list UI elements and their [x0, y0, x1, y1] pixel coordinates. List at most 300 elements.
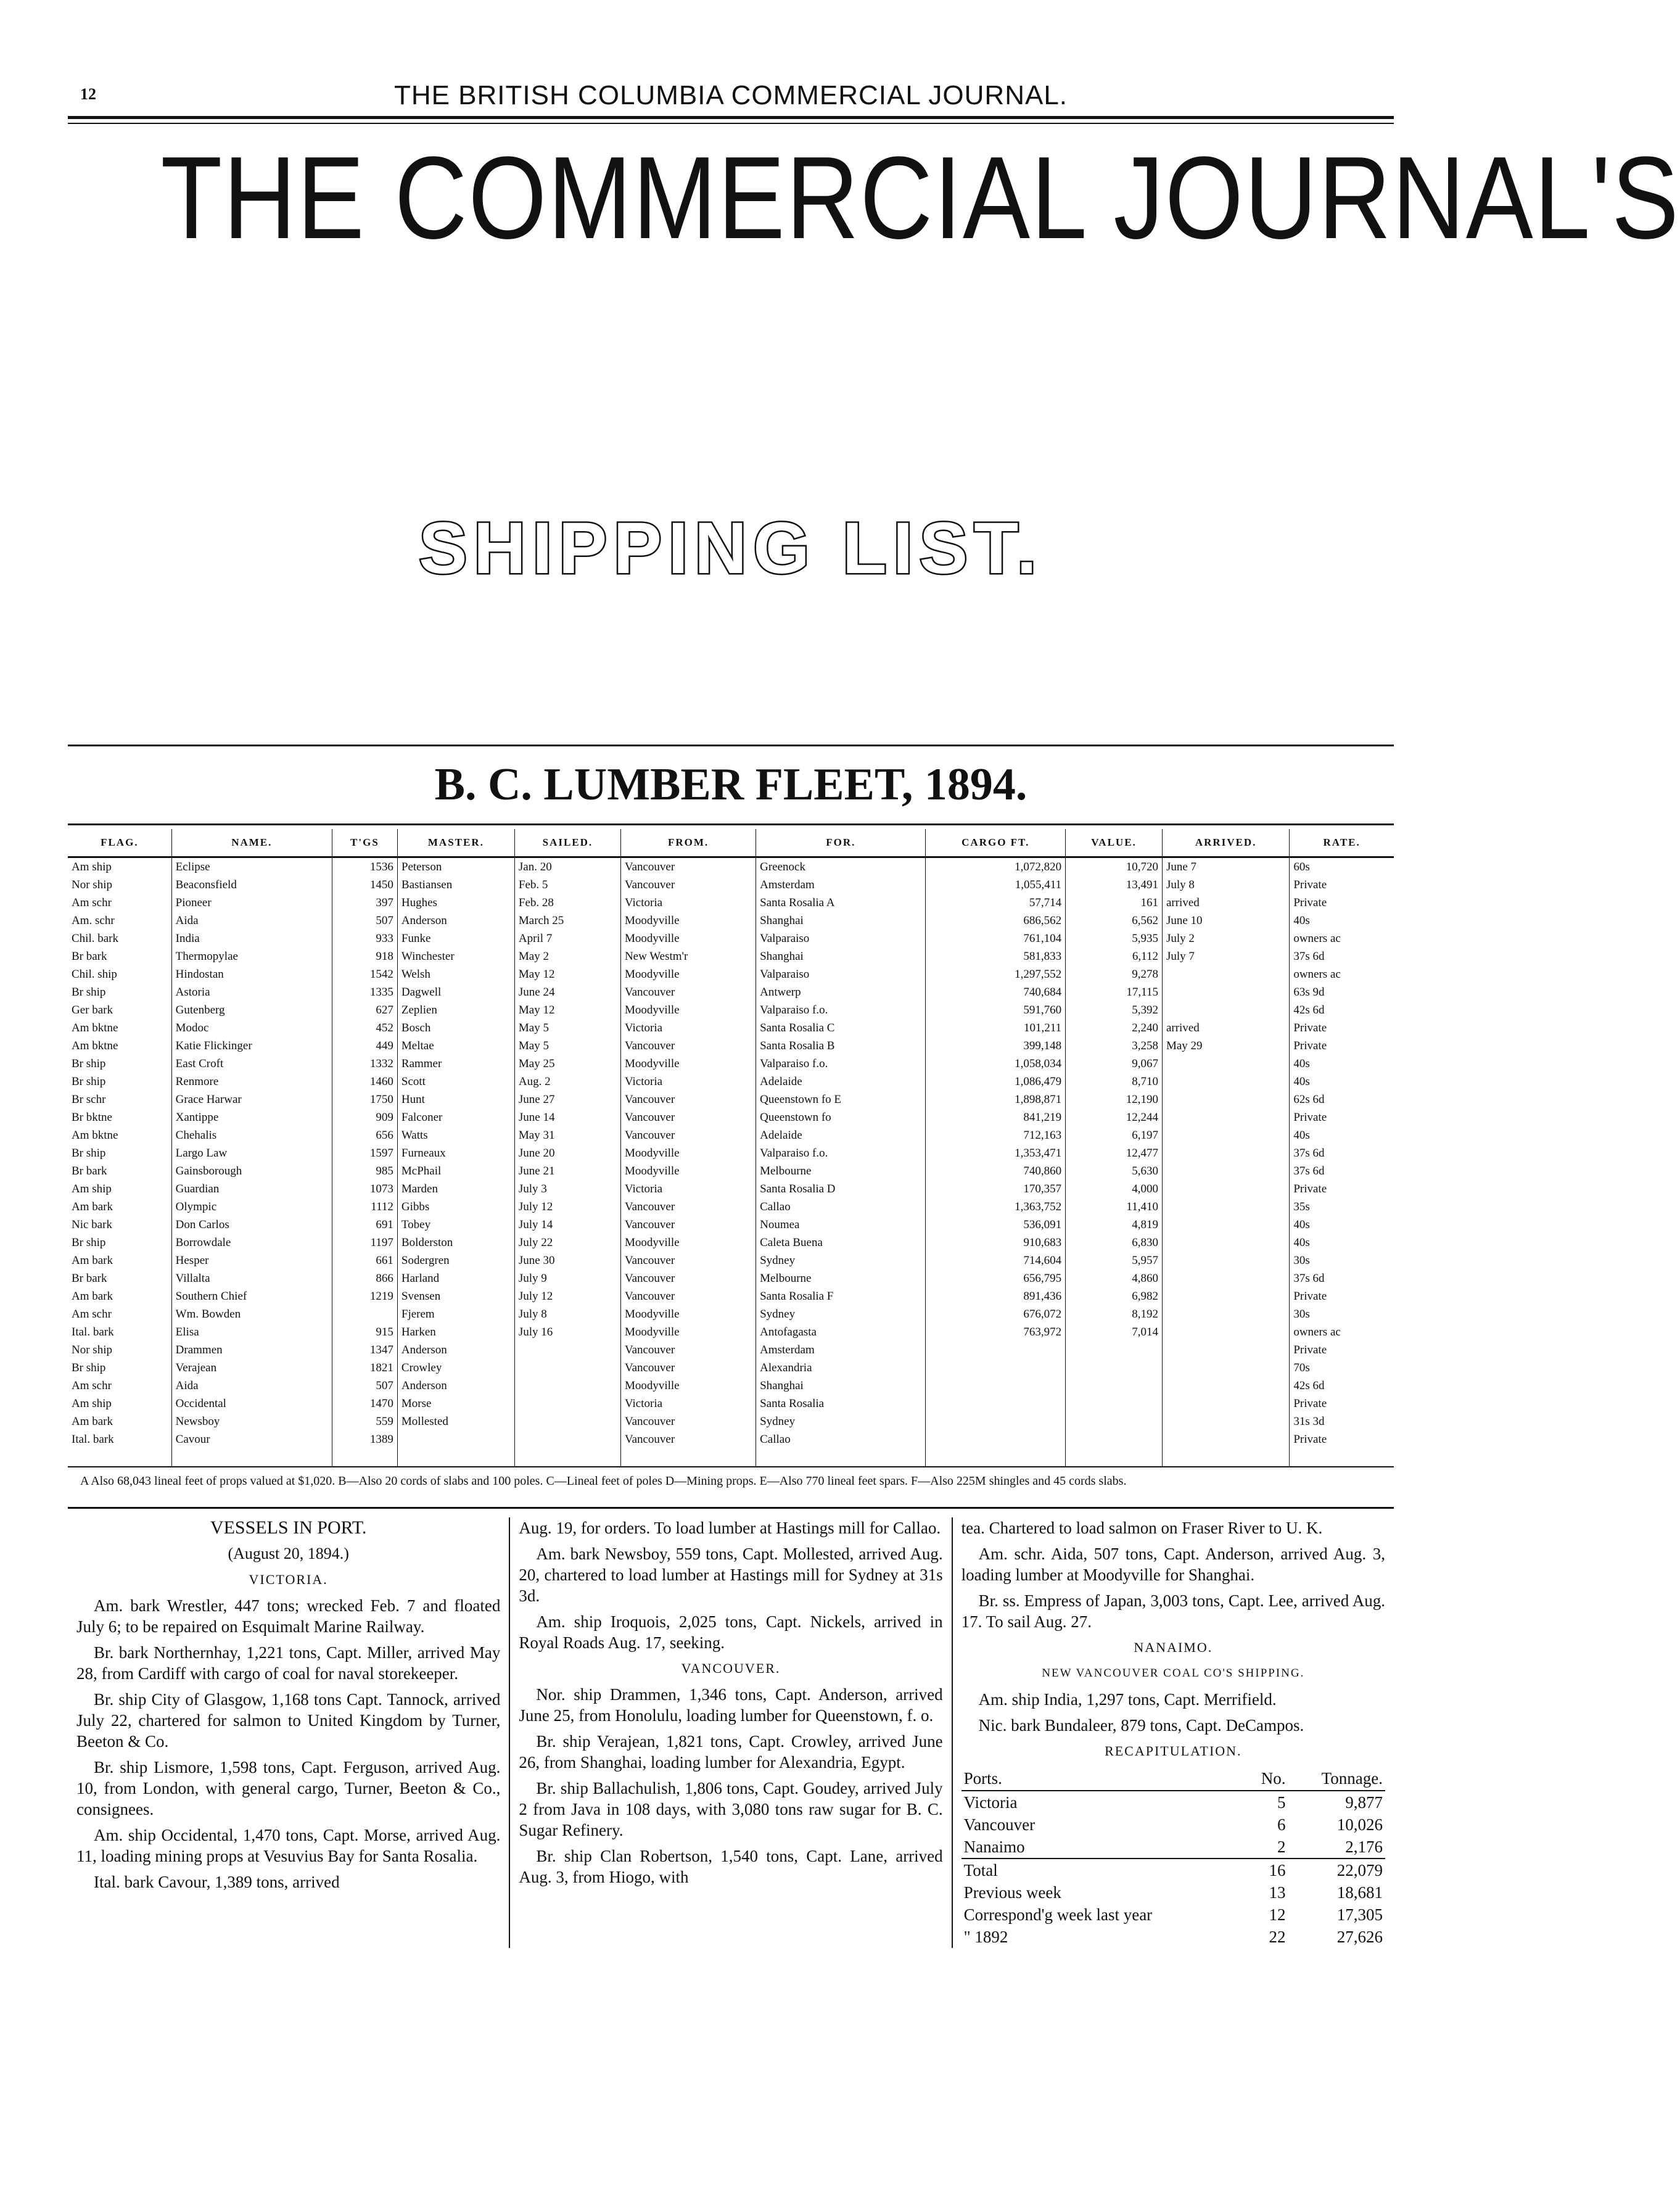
fleet-cell: [926, 1413, 1066, 1430]
recap-row: [961, 1791, 1385, 1813]
fleet-cell: 740,684: [926, 983, 1066, 1001]
fleet-cell: Nic bark: [68, 1216, 171, 1234]
fleet-cell: [332, 1448, 397, 1467]
fleet-cell: arrived: [1162, 1019, 1289, 1037]
fleet-cell: Rammer: [397, 1055, 514, 1073]
fleet-cell: 656,795: [926, 1269, 1066, 1287]
fleet-cell: Noumea: [756, 1216, 926, 1234]
fleet-cell: 40s: [1293, 914, 1310, 927]
fleet-cell: 42s 6d: [1293, 1379, 1325, 1392]
fleet-cell: Private: [1293, 1289, 1327, 1303]
fleet-cell: [1162, 1126, 1289, 1144]
fleet-cell: 4,819: [1066, 1216, 1163, 1234]
fleet-row: [68, 1341, 1394, 1359]
fleet-cell: Shanghai: [756, 1377, 926, 1395]
fleet-cell: Anderson: [397, 1377, 514, 1395]
fleet-cell: July 16: [514, 1323, 620, 1341]
fleet-column-header: ARRIVED.: [1162, 829, 1289, 857]
recap-total-tonnage: 22,079: [1288, 1859, 1385, 1881]
fleet-cell: 57,714: [926, 894, 1066, 912]
fleet-row: [68, 983, 1394, 1001]
fleet-cell: [926, 1430, 1066, 1448]
fleet-row: [68, 1216, 1394, 1234]
fleet-cell: 101,211: [926, 1019, 1066, 1037]
paragraph: tea. Chartered to load salmon on Fraser River to U. K.: [961, 1519, 1323, 1537]
fleet-cell: June 10: [1162, 912, 1289, 930]
fleet-cell: Gutenberg: [171, 1001, 332, 1019]
fleet-cell: [1162, 1198, 1289, 1216]
header-rule: [68, 116, 1394, 119]
fleet-row: [68, 1269, 1394, 1287]
recap-1892-tonnage: 27,626: [1336, 1928, 1383, 1946]
fleet-cell: 691: [332, 1216, 397, 1234]
recap-total-no: 16: [1245, 1859, 1288, 1881]
fleet-cell: [1162, 1162, 1289, 1180]
fleet-cell: Br bark: [68, 1162, 171, 1180]
masthead: THE COMMERCIAL JOURNAL'S: [160, 133, 1680, 263]
fleet-cell: Br ship: [68, 1234, 171, 1252]
running-title: THE BRITISH COLUMBIA COMMERCIAL JOURNAL.: [393, 80, 1068, 110]
fleet-cell: Moodyville: [620, 1144, 756, 1162]
fleet-cell: 60s: [1293, 860, 1310, 873]
fleet-rule-under: [68, 823, 1394, 825]
fleet-cell: Fjerem: [397, 1305, 514, 1323]
fleet-cell: Callao: [756, 1430, 926, 1448]
fleet-cell: East Croft: [171, 1055, 332, 1073]
fleet-cell: [1162, 1377, 1289, 1395]
fleet-row: [68, 1252, 1394, 1269]
fleet-row: [68, 1305, 1394, 1323]
fleet-cell: Largo Law: [171, 1144, 332, 1162]
fleet-cell: Tobey: [397, 1216, 514, 1234]
fleet-cell: Occidental: [171, 1395, 332, 1413]
fleet-cell: Feb. 28: [514, 894, 620, 912]
fleet-cell: Eclipse: [171, 857, 332, 877]
fleet-cell: 63s 9d: [1293, 985, 1325, 999]
fleet-cell: 1536: [332, 857, 397, 877]
fleet-cell: 6,562: [1066, 912, 1163, 930]
fleet-cell: Zeplien: [397, 1001, 514, 1019]
paragraph: Am. bark Wrestler, 447 tons; wrecked Feb. 7 and floated July 6; to be repaired on Esquimalt Marine Railway.: [76, 1596, 501, 1636]
fleet-cell: Queenstown fo: [756, 1108, 926, 1126]
fleet-cell: 3,258: [1066, 1037, 1163, 1055]
fleet-cell: July 9: [514, 1269, 620, 1287]
fleet-cell: 4,860: [1066, 1269, 1163, 1287]
fleet-cell: [514, 1395, 620, 1413]
fleet-cell: Br ship: [68, 1073, 171, 1091]
recap-total-row: [961, 1859, 1385, 1881]
fleet-cell: [1162, 1180, 1289, 1198]
recap-table: [961, 1767, 1385, 1948]
fleet-row: [68, 1091, 1394, 1108]
fleet-cell: Grace Harwar: [171, 1091, 332, 1108]
fleet-cell: Svensen: [397, 1287, 514, 1305]
fleet-cell: Sydney: [756, 1305, 926, 1323]
fleet-cell: 6,982: [1066, 1287, 1163, 1305]
fleet-cell: [926, 1359, 1066, 1377]
fleet-cell: [1162, 983, 1289, 1001]
fleet-row: [68, 1234, 1394, 1252]
fleet-cell: Private: [1293, 1182, 1327, 1195]
fleet-cell: Vancouver: [620, 1413, 756, 1430]
recap-heading: RECAPITULATION.: [1105, 1743, 1242, 1759]
fleet-cell: 1,086,479: [926, 1073, 1066, 1091]
fleet-row: [68, 1055, 1394, 1073]
fleet-cell: Vancouver: [620, 1341, 756, 1359]
fleet-cell: [1162, 1430, 1289, 1448]
fleet-cell: Vancouver: [620, 1287, 756, 1305]
fleet-cell: Anderson: [397, 1341, 514, 1359]
fleet-cell: Br ship: [68, 983, 171, 1001]
fleet-cell: Victoria: [620, 1395, 756, 1413]
fleet-cell: 1,898,871: [926, 1091, 1066, 1108]
fleet-cell: Santa Rosalia B: [756, 1037, 926, 1055]
fleet-cell: Vancouver: [620, 1252, 756, 1269]
fleet-cell: Chil. ship: [68, 965, 171, 983]
fleet-cell: 507: [332, 912, 397, 930]
fleet-cell: 933: [332, 930, 397, 947]
fleet-cell: Am bktne: [68, 1126, 171, 1144]
fleet-cell: 12,244: [1066, 1108, 1163, 1126]
fleet-row: [68, 1108, 1394, 1126]
fleet-cell: 656: [332, 1126, 397, 1144]
fleet-cell: Callao: [756, 1198, 926, 1216]
fleet-row: [68, 965, 1394, 983]
fleet-cell: [514, 1430, 620, 1448]
fleet-cell: April 7: [514, 930, 620, 947]
fleet-cell: [1066, 1413, 1163, 1430]
fleet-row: [68, 1359, 1394, 1377]
fleet-cell: 661: [332, 1252, 397, 1269]
fleet-cell: Queenstown fo E: [756, 1091, 926, 1108]
fleet-cell: 35s: [1293, 1200, 1310, 1213]
fleet-column-header: FROM.: [620, 829, 756, 857]
fleet-cell: [926, 1395, 1066, 1413]
fleet-cell: Furneaux: [397, 1144, 514, 1162]
fleet-row: [68, 894, 1394, 912]
recap-tonnage: 9,877: [1345, 1793, 1383, 1812]
fleet-cell: Marden: [397, 1180, 514, 1198]
column-1: [68, 1517, 509, 1948]
fleet-row: [68, 930, 1394, 947]
fleet-cell: Astoria: [171, 983, 332, 1001]
fleet-cell: July 8: [1162, 876, 1289, 894]
fleet-cell: 1219: [332, 1287, 397, 1305]
fleet-cell: owners ac: [1293, 931, 1341, 945]
fleet-cell: 62s 6d: [1293, 1092, 1325, 1106]
fleet-cell: Sydney: [756, 1252, 926, 1269]
paragraph: Br. ship Verajean, 1,821 tons, Capt. Crowley, arrived June 26, from Shanghai, loading lumber for Alexandria, Egypt.: [519, 1732, 943, 1772]
fleet-row: [68, 1001, 1394, 1019]
fleet-cell: Anderson: [397, 912, 514, 930]
fleet-cell: 909: [332, 1108, 397, 1126]
fleet-cell: Mollested: [397, 1413, 514, 1430]
fleet-column-header: FLAG.: [68, 829, 171, 857]
fleet-cell: [514, 1448, 620, 1467]
paragraph: Aug. 19, for orders. To load lumber at Hastings mill for Callao.: [519, 1519, 941, 1537]
fleet-cell: Private: [1293, 878, 1327, 891]
header-rule-thin: [68, 123, 1394, 124]
fleet-cell: Wm. Bowden: [171, 1305, 332, 1323]
fleet-cell: June 7: [1162, 857, 1289, 877]
recap-1892-no: 22: [1269, 1928, 1286, 1946]
fleet-cell: 9,278: [1066, 965, 1163, 983]
fleet-row: [68, 1198, 1394, 1216]
fleet-cell: July 3: [514, 1180, 620, 1198]
fleet-cell: 12,477: [1066, 1144, 1163, 1162]
fleet-cell: June 14: [514, 1108, 620, 1126]
fleet-cell: 841,219: [926, 1108, 1066, 1126]
fleet-cell: 1,055,411: [926, 876, 1066, 894]
fleet-cell: 1,353,471: [926, 1144, 1066, 1162]
fleet-column-header: MASTER.: [397, 829, 514, 857]
fleet-cell: 449: [332, 1037, 397, 1055]
fleet-cell: [1162, 1341, 1289, 1359]
fleet-cell: Adelaide: [756, 1126, 926, 1144]
fleet-cell: Santa Rosalia D: [756, 1180, 926, 1198]
fleet-cell: 8,192: [1066, 1305, 1163, 1323]
fleet-cell: May 12: [514, 965, 620, 983]
paragraph: Am. bark Newsboy, 559 tons, Capt. Mollested, arrived Aug. 20, chartered to load lumber at Hastings mill for Sydney at 31s 3d.: [519, 1545, 943, 1605]
paragraph: Br. ship City of Glasgow, 1,168 tons Capt. Tannock, arrived July 22, chartered for salmon to United Kingdom by Turner, Beeton & Co.: [76, 1690, 501, 1751]
victoria-heading: VICTORIA.: [249, 1572, 328, 1587]
fleet-cell: Alexandria: [756, 1359, 926, 1377]
fleet-cell: 2,240: [1066, 1019, 1163, 1037]
recap-1892-label: " 1892: [963, 1928, 1008, 1946]
fleet-cell: Ital. bark: [68, 1430, 171, 1448]
fleet-cell: [1162, 1287, 1289, 1305]
fleet-cell: Vancouver: [620, 876, 756, 894]
fleet-cell: Elisa: [171, 1323, 332, 1341]
recap-1892-row: [961, 1926, 1385, 1948]
fleet-cell: 5,630: [1066, 1162, 1163, 1180]
fleet-cell: Moodyville: [620, 912, 756, 930]
lumber-fleet-table: [68, 829, 1394, 1467]
fleet-cell: Victoria: [620, 1180, 756, 1198]
fleet-cell: Thermopylae: [171, 947, 332, 965]
fleet-cell: Moodyville: [620, 1001, 756, 1019]
fleet-cell: Don Carlos: [171, 1216, 332, 1234]
fleet-cell: 1073: [332, 1180, 397, 1198]
fleet-cell: June 20: [514, 1144, 620, 1162]
fleet-row: [68, 857, 1394, 877]
recap-row: [961, 1836, 1385, 1859]
fleet-cell: Vancouver: [620, 1108, 756, 1126]
fleet-cell: Funke: [397, 930, 514, 947]
fleet-cell: [397, 1430, 514, 1448]
fleet-cell: Santa Rosalia F: [756, 1287, 926, 1305]
fleet-cell: 13,491: [1066, 876, 1163, 894]
fleet-cell: [1162, 1448, 1289, 1467]
column-3: [952, 1517, 1394, 1948]
fleet-row: [68, 1323, 1394, 1341]
subhead: SHIPPING LIST.: [418, 508, 1044, 589]
fleet-cell: Valparaiso f.o.: [756, 1144, 926, 1162]
fleet-cell: Vancouver: [620, 983, 756, 1001]
section-rule: [68, 1507, 1394, 1509]
fleet-cell: 985: [332, 1162, 397, 1180]
fleet-cell: Melbourne: [756, 1269, 926, 1287]
news-columns: [68, 1517, 1394, 1948]
fleet-cell: 11,410: [1066, 1198, 1163, 1216]
fleet-cell: 9,067: [1066, 1055, 1163, 1073]
recap-port: Nanaimo: [963, 1838, 1025, 1856]
fleet-cell: 161: [1066, 894, 1163, 912]
fleet-cell: Br bktne: [68, 1108, 171, 1126]
fleet-cell: Harland: [397, 1269, 514, 1287]
recap-col-tonnage: Tonnage.: [1288, 1767, 1385, 1791]
fleet-cell: July 12: [514, 1198, 620, 1216]
fleet-cell: May 5: [514, 1037, 620, 1055]
fleet-cell: July 14: [514, 1216, 620, 1234]
fleet-cell: March 25: [514, 912, 620, 930]
fleet-cell: 1450: [332, 876, 397, 894]
paragraph: Nor. ship Drammen, 1,346 tons, Capt. Anderson, arrived June 25, from Honolulu, loading lumber for Queenstown, f. o.: [519, 1685, 943, 1725]
fleet-cell: Greenock: [756, 857, 926, 877]
paragraph: Br. ss. Empress of Japan, 3,003 tons, Capt. Lee, arrived Aug. 17. To sail Aug. 27.: [961, 1591, 1385, 1631]
fleet-row: [68, 1448, 1394, 1467]
fleet-cell: [1066, 1377, 1163, 1395]
fleet-cell: 1197: [332, 1234, 397, 1252]
fleet-row: [68, 947, 1394, 965]
fleet-cell: Borrowdale: [171, 1234, 332, 1252]
fleet-cell: 559: [332, 1413, 397, 1430]
recap-previous-no: 13: [1269, 1883, 1286, 1902]
fleet-cell: 1470: [332, 1395, 397, 1413]
fleet-cell: 1,058,034: [926, 1055, 1066, 1073]
recap-previous-label: Previous week: [963, 1883, 1061, 1902]
fleet-cell: Modoc: [171, 1019, 332, 1037]
fleet-cell: 6,197: [1066, 1126, 1163, 1144]
fleet-cell: Aida: [171, 1377, 332, 1395]
fleet-cell: [514, 1413, 620, 1430]
fleet-cell: Vancouver: [620, 1430, 756, 1448]
fleet-cell: Vancouver: [620, 1216, 756, 1234]
fleet-cell: Private: [1293, 1432, 1327, 1446]
fleet-cell: [1290, 1448, 1394, 1467]
fleet-cell: [1162, 1252, 1289, 1269]
fleet-cell: Jan. 20: [514, 857, 620, 877]
fleet-cell: 6,830: [1066, 1234, 1163, 1252]
fleet-cell: Meltae: [397, 1037, 514, 1055]
fleet-cell: 40s: [1293, 1057, 1310, 1070]
fleet-cell: Verajean: [171, 1359, 332, 1377]
fleet-cell: [1162, 1305, 1289, 1323]
fleet-cell: Br ship: [68, 1359, 171, 1377]
fleet-cell: Katie Flickinger: [171, 1037, 332, 1055]
fleet-cell: Am bark: [68, 1198, 171, 1216]
fleet-row: [68, 1413, 1394, 1430]
fleet-row: [68, 1126, 1394, 1144]
fleet-cell: 891,436: [926, 1287, 1066, 1305]
fleet-cell: Moodyville: [620, 1305, 756, 1323]
fleet-column-header: FOR.: [756, 829, 926, 857]
fleet-cell: 686,562: [926, 912, 1066, 930]
fleet-cell: 7,014: [1066, 1323, 1163, 1341]
fleet-cell: Chehalis: [171, 1126, 332, 1144]
fleet-cell: Nor ship: [68, 1341, 171, 1359]
fleet-cell: Br ship: [68, 1055, 171, 1073]
fleet-cell: May 2: [514, 947, 620, 965]
fleet-cell: [1162, 1055, 1289, 1073]
fleet-cell: Bastiansen: [397, 876, 514, 894]
fleet-row: [68, 1377, 1394, 1395]
fleet-cell: July 2: [1162, 930, 1289, 947]
fleet-cell: Scott: [397, 1073, 514, 1091]
fleet-cell: Chil. bark: [68, 930, 171, 947]
fleet-cell: Valparaiso f.o.: [756, 1055, 926, 1073]
fleet-cell: [1066, 1341, 1163, 1359]
fleet-cell: Br schr: [68, 1091, 171, 1108]
fleet-cell: Am bark: [68, 1252, 171, 1269]
fleet-cell: Caleta Buena: [756, 1234, 926, 1252]
fleet-cell: [1066, 1430, 1163, 1448]
fleet-cell: 37s 6d: [1293, 1146, 1325, 1160]
fleet-cell: [1162, 1216, 1289, 1234]
fleet-cell: 5,935: [1066, 930, 1163, 947]
fleet-cell: [1162, 1073, 1289, 1091]
paragraph: Ital. bark Cavour, 1,389 tons, arrived: [94, 1873, 340, 1891]
fleet-cell: 712,163: [926, 1126, 1066, 1144]
fleet-cell: 740,860: [926, 1162, 1066, 1180]
fleet-cell: owners ac: [1293, 967, 1341, 981]
fleet-cell: Vancouver: [620, 1269, 756, 1287]
fleet-cell: [756, 1448, 926, 1467]
recap-no: 6: [1277, 1815, 1286, 1834]
fleet-cell: Am. schr: [68, 912, 171, 930]
fleet-cell: 1112: [332, 1198, 397, 1216]
fleet-cell: 915: [332, 1323, 397, 1341]
fleet-cell: [1162, 1323, 1289, 1341]
recap-row: [961, 1813, 1385, 1836]
fleet-row: [68, 1430, 1394, 1448]
fleet-cell: Santa Rosalia A: [756, 894, 926, 912]
fleet-cell: May 12: [514, 1001, 620, 1019]
fleet-cell: McPhail: [397, 1162, 514, 1180]
fleet-cell: 1542: [332, 965, 397, 983]
fleet-cell: July 22: [514, 1234, 620, 1252]
fleet-cell: 1750: [332, 1091, 397, 1108]
fleet-cell: [926, 1377, 1066, 1395]
fleet-cell: [514, 1359, 620, 1377]
fleet-cell: Sodergren: [397, 1252, 514, 1269]
fleet-cell: 1,297,552: [926, 965, 1066, 983]
fleet-cell: [926, 1341, 1066, 1359]
fleet-cell: 6,112: [1066, 947, 1163, 965]
recap-tonnage: 2,176: [1345, 1838, 1383, 1856]
recap-col-ports: Ports.: [961, 1767, 1245, 1791]
fleet-cell: Moodyville: [620, 965, 756, 983]
fleet-cell: Adelaide: [756, 1073, 926, 1091]
fleet-cell: Harken: [397, 1323, 514, 1341]
nanaimo-heading: NANAIMO.: [1134, 1640, 1213, 1655]
fleet-cell: Antwerp: [756, 983, 926, 1001]
fleet-cell: Vancouver: [620, 1359, 756, 1377]
fleet-cell: 4,000: [1066, 1180, 1163, 1198]
fleet-cell: 5,392: [1066, 1001, 1163, 1019]
fleet-cell: 714,604: [926, 1252, 1066, 1269]
fleet-column-header: RATE.: [1290, 829, 1394, 857]
fleet-cell: Gainsborough: [171, 1162, 332, 1180]
fleet-cell: Am ship: [68, 1395, 171, 1413]
fleet-row: [68, 912, 1394, 930]
paragraph: Br. ship Lismore, 1,598 tons, Capt. Ferguson, arrived Aug. 10, from London, with general cargo, Turner, Beeton & Co., consignees.: [76, 1758, 501, 1818]
fleet-cell: Vancouver: [620, 857, 756, 877]
fleet-row: [68, 1019, 1394, 1037]
fleet-cell: Private: [1293, 1397, 1327, 1410]
fleet-column-header: CARGO FT.: [926, 829, 1066, 857]
paragraph: Am. schr. Aida, 507 tons, Capt. Anderson, arrived Aug. 3, loading lumber at Moodyville for Shanghai.: [961, 1545, 1385, 1584]
